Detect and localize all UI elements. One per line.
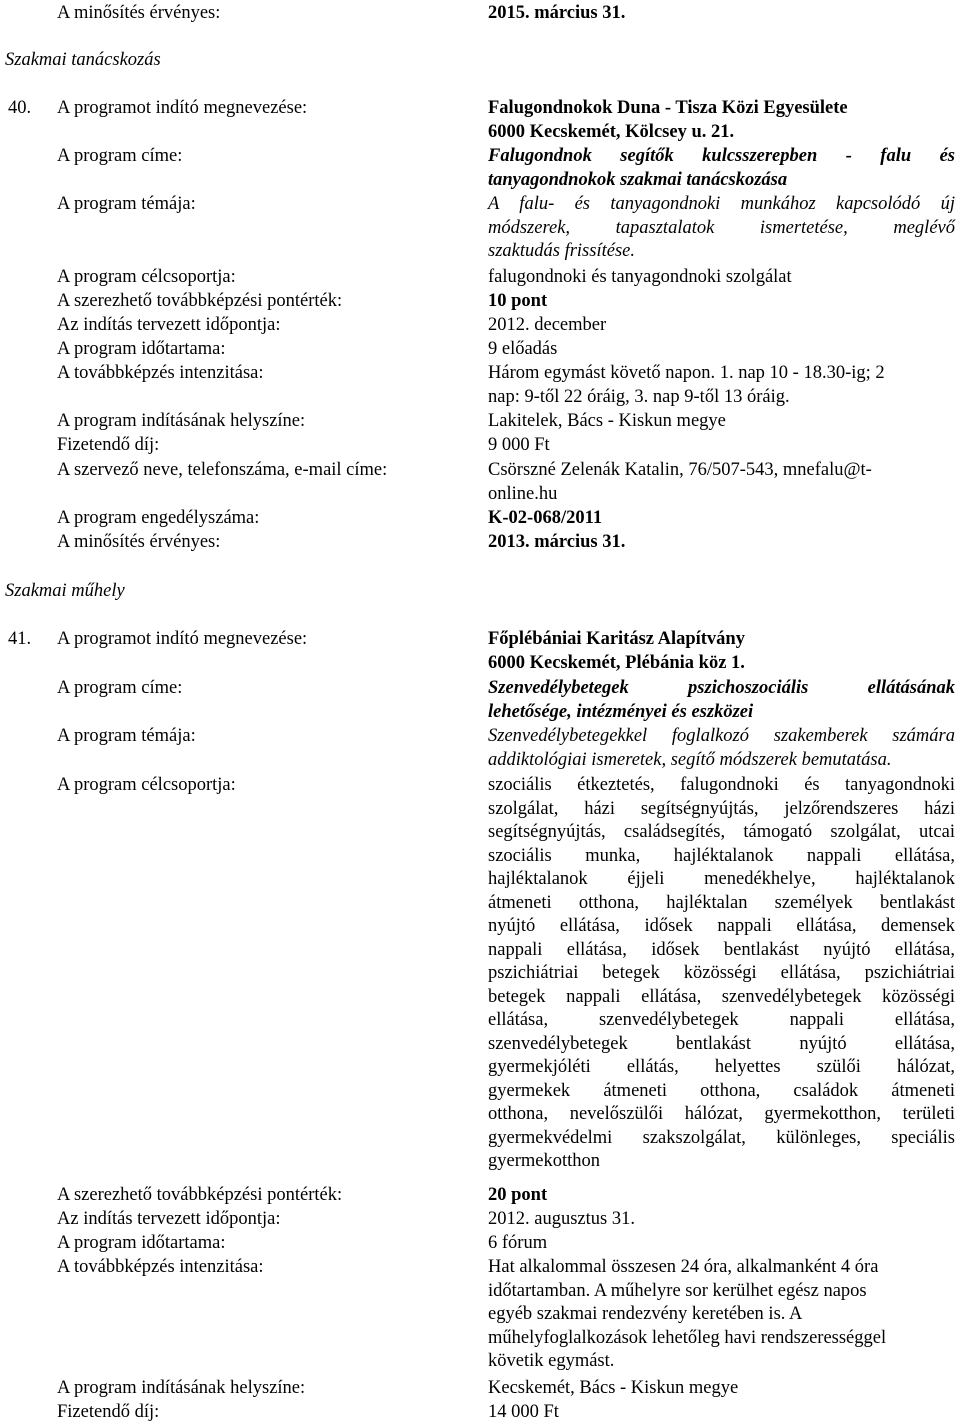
- duration-label: A program időtartama:: [57, 1233, 226, 1253]
- target-group-line: gyermekjóléti ellátás, helyettes szülői hálózat,: [488, 1057, 955, 1077]
- venue-value: Lakitelek, Bács - Kiskun megye: [488, 411, 726, 431]
- section-heading-workshop: Szakmai műhely: [5, 581, 125, 601]
- target-group-line: szociális étkeztetés, falugondnoki és tanyagondnoki: [488, 775, 955, 795]
- venue-label: A program indításának helyszíne:: [57, 411, 306, 431]
- program-theme: [488, 725, 955, 772]
- program-title: [488, 677, 955, 724]
- program-theme-line: Szenvedélybetegekkel foglalkozó szakemberek számára: [488, 726, 955, 746]
- permit-value: K-02-068/2011: [488, 508, 603, 528]
- fee-label: Fizetendő díj:: [57, 1402, 160, 1422]
- contact-line: Csörszné Zelenák Katalin, 76/507-543, mnefalu@t-: [488, 460, 872, 480]
- target-group-line: gyermekvédelmi szakszolgálat, különleges, speciális: [488, 1127, 955, 1148]
- start-date-label: Az indítás tervezett időpontja:: [57, 315, 281, 335]
- target-group-value: falugondnoki és tanyagondnoki szolgálat: [488, 267, 792, 287]
- validity-label: A minősítés érvényes:: [57, 532, 221, 552]
- intensity-line: időtartamban. A műhelyre sor kerülhet egész napos: [488, 1280, 867, 1301]
- target-group-value: [488, 774, 955, 1174]
- intensity-line: műhelyfoglalkozások lehetőleg havi rendszerességgel: [488, 1327, 887, 1348]
- program-title-label: A program címe:: [57, 678, 183, 698]
- target-group-line: pszichiátriai betegek közösségi ellátása, pszichiátriai: [488, 963, 955, 983]
- program-title-line: lehetősége, intézményei és eszközei: [488, 701, 754, 722]
- program-theme: [488, 193, 955, 264]
- validity-value: 2015. március 31.: [488, 3, 626, 23]
- contact-label: A szervező neve, telefonszáma, e-mail címe:: [57, 460, 388, 480]
- organizer-label: A programot indító megnevezése:: [57, 629, 308, 649]
- target-group-line: gyermekek átmeneti otthona, családok átmeneti: [488, 1080, 955, 1101]
- venue-value: Kecskemét, Bács - Kiskun megye: [488, 1378, 739, 1398]
- program-title: [488, 145, 955, 192]
- target-group-line: otthona, nevelőszülői hálózat, gyermekotthon, területi: [488, 1104, 955, 1124]
- intensity-value: [488, 1256, 955, 1374]
- start-date-label: Az indítás tervezett időpontja:: [57, 1209, 281, 1229]
- target-group-line: ellátása, szenvedélybetegek nappali ellátása,: [488, 1010, 955, 1030]
- target-group-line: szenvedélybetegek bentlakást nyújtó ellátása,: [488, 1033, 955, 1054]
- fee-label: Fizetendő díj:: [57, 435, 160, 455]
- target-group-line: hajléktalanok éjjeli menedékhelye, hajléktalanok: [488, 869, 955, 889]
- duration-label: A program időtartama:: [57, 339, 226, 359]
- validity-label: A minősítés érvényes:: [57, 3, 221, 23]
- organizer-address: 6000 Kecskemét, Kölcsey u. 21.: [488, 122, 735, 142]
- program-theme-line: módszerek, tapasztalatok ismertetése, meglévő: [488, 217, 955, 238]
- program-theme-label: A program témája:: [57, 726, 196, 746]
- points-value: 10 pont: [488, 291, 548, 311]
- organizer-name: Falugondnokok Duna - Tisza Közi Egyesülete: [488, 98, 848, 118]
- intensity-line: Hat alkalommal összesen 24 óra, alkalmanként 4 óra: [488, 1257, 879, 1277]
- entry-number-40: 40.: [8, 98, 32, 118]
- target-group-line: gyermekotthon: [488, 1151, 601, 1171]
- intensity-label: A továbbképzés intenzitása:: [57, 1257, 264, 1277]
- section-heading-conference: Szakmai tanácskozás: [5, 50, 161, 70]
- contact-value: [488, 459, 955, 506]
- program-theme-line: addiktológiai ismeretek, segítő módszerek bemutatása.: [488, 749, 892, 770]
- program-theme-line: A falu- és tanyagondnoki munkához kapcsolódó új: [488, 194, 955, 214]
- target-group-line: szociális munka, hajléktalanok nappali ellátása,: [488, 845, 955, 866]
- points-label: A szerezhető továbbképzési pontérték:: [57, 291, 343, 311]
- intensity-line: egyéb szakmai rendezvény keretében is. A: [488, 1304, 803, 1324]
- target-group-line: nappali ellátása, idősek bentlakást nyújtó ellátása,: [488, 939, 955, 960]
- fee-value: 14 000 Ft: [488, 1402, 559, 1422]
- entry-number-41: 41.: [8, 629, 32, 649]
- program-title-line: Szenvedélybetegek pszichoszociális ellátásának: [488, 678, 955, 698]
- permit-label: A program engedélyszáma:: [57, 508, 260, 528]
- target-group-label: A program célcsoportja:: [57, 267, 236, 287]
- start-date-value: 2012. augusztus 31.: [488, 1209, 635, 1229]
- organizer-address: 6000 Kecskemét, Plébánia köz 1.: [488, 653, 745, 673]
- start-date-value: 2012. december: [488, 315, 607, 335]
- contact-line: online.hu: [488, 483, 558, 504]
- intensity-value: [488, 362, 955, 409]
- program-title-label: A program címe:: [57, 146, 183, 166]
- program-title-line: Falugondnok segítők kulcsszerepben - falu és: [488, 146, 955, 166]
- target-group-line: szolgálat, házi segítségnyújtás, jelzőrendszeres házi: [488, 798, 955, 819]
- organizer-label: A programot indító megnevezése:: [57, 98, 308, 118]
- program-theme-line: szaktudás frissítése.: [488, 241, 635, 261]
- venue-label: A program indításának helyszíne:: [57, 1378, 306, 1398]
- validity-value: 2013. március 31.: [488, 532, 626, 552]
- target-group-label: A program célcsoportja:: [57, 775, 236, 795]
- duration-value: 9 előadás: [488, 339, 558, 359]
- fee-value: 9 000 Ft: [488, 435, 550, 455]
- duration-value: 6 fórum: [488, 1233, 548, 1253]
- program-title-line: tanyagondnokok szakmai tanácskozása: [488, 169, 788, 190]
- target-group-line: nyújtó ellátása, idősek nappali ellátása, demensek: [488, 916, 955, 936]
- target-group-line: segítségnyújtás, családsegítés, támogató szolgálat, utcai: [488, 822, 955, 842]
- target-group-line: betegek nappali ellátása, szenvedélybetegek közösségi: [488, 986, 955, 1007]
- intensity-line: Három egymást követő napon. 1. nap 10 - 18.30-ig; 2: [488, 363, 885, 383]
- target-group-line: átmeneti otthona, hajléktalan személyek bentlakást: [488, 892, 955, 913]
- intensity-label: A továbbképzés intenzitása:: [57, 363, 264, 383]
- intensity-line: követik egymást.: [488, 1351, 615, 1371]
- program-theme-label: A program témája:: [57, 194, 196, 214]
- points-value: 20 pont: [488, 1185, 548, 1205]
- intensity-line: nap: 9-től 22 óráig, 3. nap 9-től 13 óráig.: [488, 386, 790, 407]
- organizer-name: Főplébániai Karitász Alapítvány: [488, 629, 745, 649]
- points-label: A szerezhető továbbképzési pontérték:: [57, 1185, 343, 1205]
